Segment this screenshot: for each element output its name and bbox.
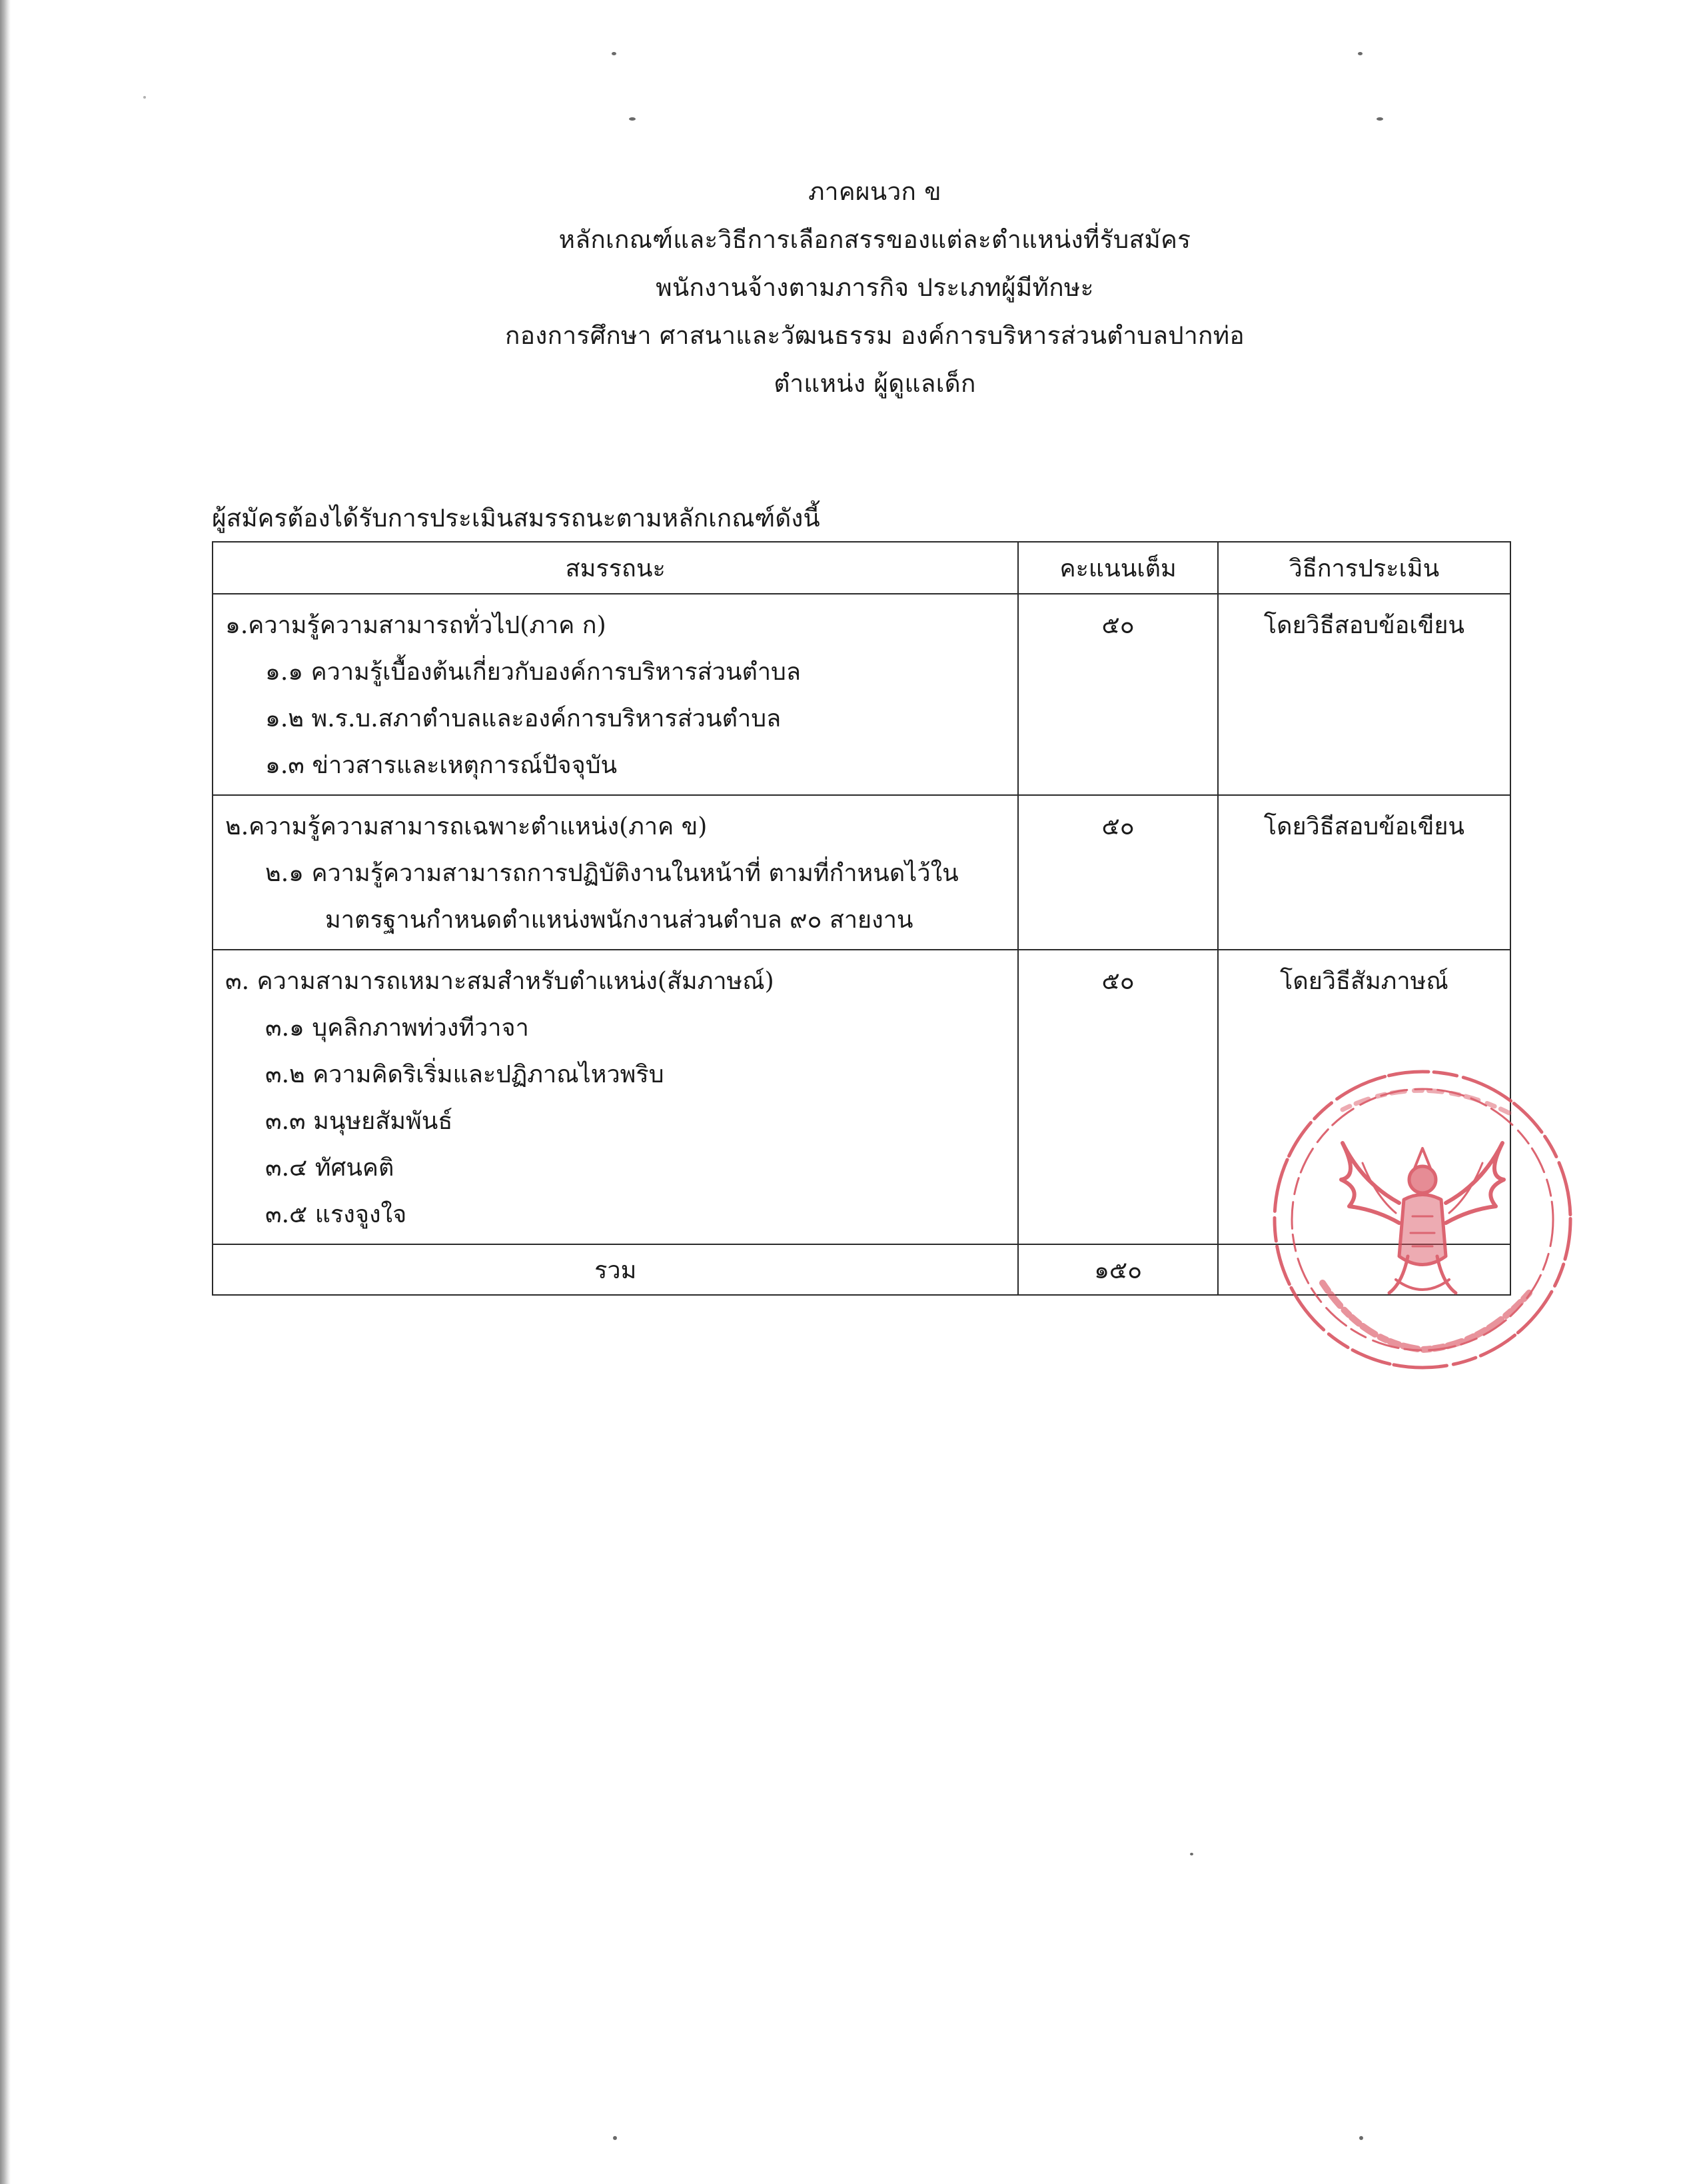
section-2-score-cell — [1018, 795, 1217, 950]
section-title: ๓. ความสามารถเหมาะสมสำหรับตำแหน่ง(สัมภาษณ์) — [225, 968, 774, 995]
section-item: ๑.๑ ความรู้เบื้องต้นเกี่ยวกับองค์การบริหารส่วนตำบล — [265, 658, 801, 686]
section-2-competency — [213, 795, 1018, 950]
section-item: ๓.๒ ความคิดริเริ่มและปฏิภาณไหวพริบ — [265, 1061, 664, 1088]
employee-type: พนักงานจ้างตามภารกิจ ประเภทผู้มีทักษะ — [656, 273, 1094, 302]
table-row — [213, 795, 1510, 950]
section-method: โดยวิธีสอบข้อเขียน — [1263, 813, 1465, 840]
header-full-score: คะแนนเต็ม — [1018, 542, 1217, 594]
section-item-continuation: มาตรฐานกำหนดตำแหน่งพนักงานส่วนตำบล ๙๐ สายงาน — [325, 906, 913, 934]
header-method: วิธีการประเมิน — [1218, 542, 1510, 594]
section-item: ๓.๔ ทัศนคติ — [265, 1154, 394, 1182]
scan-speck — [1359, 2136, 1363, 2140]
total-label: รวม — [213, 1244, 1018, 1295]
section-item: ๑.๓ ข่าวสารและเหตุการณ์ปัจจุบัน — [265, 752, 618, 779]
section-1-score-cell — [1018, 594, 1217, 795]
section-1-competency — [213, 594, 1018, 795]
section-method: โดยวิธีสอบข้อเขียน — [1263, 612, 1465, 639]
garuda-icon — [1341, 1143, 1504, 1293]
section-1-method-cell — [1218, 594, 1510, 795]
section-3-score-cell — [1018, 950, 1217, 1244]
scan-speck — [1377, 117, 1383, 121]
header-competency: สมรรถนะ — [213, 542, 1018, 594]
section-score: ๕๐ — [1101, 813, 1135, 840]
section-item: ๒.๑ ความรู้ความสามารถการปฏิบัติงานในหน้าที่ ตามที่กำหนดไว้ใน — [265, 860, 959, 887]
scan-speck — [1190, 1853, 1193, 1855]
section-item: ๓.๕ แรงจูงใจ — [265, 1201, 407, 1228]
section-3-competency — [213, 950, 1018, 1244]
division-name: กองการศึกษา ศาสนาและวัฒนธรรม องค์การบริหารส่วนตำบลปากท่อ — [505, 321, 1245, 350]
table-header-row — [213, 542, 1510, 594]
criteria-title: หลักเกณฑ์และวิธีการเลือกสรรของแต่ละตำแหน่งที่รับสมัคร — [558, 225, 1191, 254]
section-method: โดยวิธีสัมภาษณ์ — [1279, 968, 1448, 995]
section-score: ๕๐ — [1101, 612, 1135, 639]
section-item: ๓.๑ บุคลิกภาพท่วงทีวาจา — [265, 1014, 529, 1042]
section-title: ๒.ความรู้ความสามารถเฉพาะตำแหน่ง(ภาค ข) — [225, 813, 708, 840]
seal-text-arc — [1323, 1283, 1529, 1350]
section-title: ๑.ความรู้ความสามารถทั่วไป(ภาค ก) — [225, 612, 606, 639]
section-item: ๓.๓ มนุษยสัมพันธ์ — [265, 1108, 453, 1135]
total-score: ๑๕๐ — [1018, 1244, 1217, 1295]
scan-speck — [612, 52, 616, 55]
position-name: ตำแหน่ง ผู้ดูแลเด็ก — [774, 369, 976, 398]
scan-speck — [1358, 52, 1363, 55]
document-header — [0, 168, 1683, 408]
intro-text: ผู้สมัครต้องได้รับการประเมินสมรรถนะตามหลักเกณฑ์ดังนี้ — [212, 504, 820, 533]
scan-speck — [143, 96, 146, 99]
scan-speck — [613, 2136, 617, 2140]
section-2-method-cell — [1218, 795, 1510, 950]
scan-speck — [629, 117, 636, 121]
section-score: ๕๐ — [1101, 968, 1135, 995]
section-item: ๑.๒ พ.ร.บ.สภาตำบลและองค์การบริหารส่วนตำบล — [265, 705, 782, 732]
appendix-title: ภาคผนวก ข — [808, 177, 941, 206]
table-row — [213, 594, 1510, 795]
official-seal-stamp — [1263, 1063, 1582, 1376]
